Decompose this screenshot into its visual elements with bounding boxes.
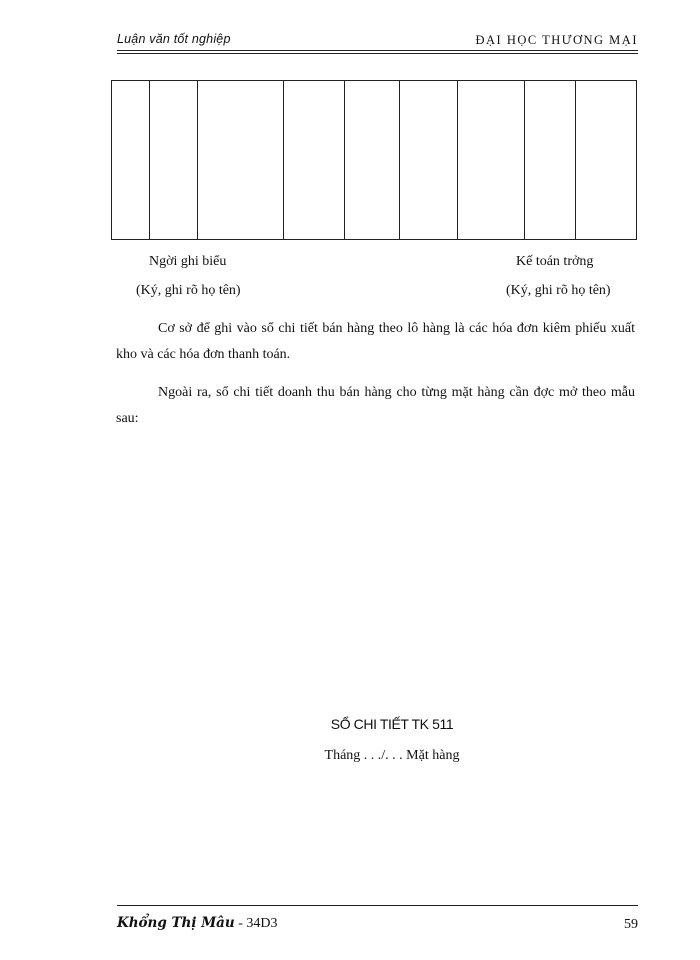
footer-divider [117, 905, 638, 906]
footer-class-code: - 34D3 [234, 916, 278, 931]
table-cell [150, 81, 198, 240]
ledger-table [111, 80, 637, 240]
header-divider [117, 50, 638, 51]
table-cell [458, 81, 525, 240]
ledger-section-title: SỔ CHI TIẾT TK 511 [330, 716, 454, 732]
table-cell [576, 81, 637, 240]
signature-accountant-note: (Ký, ghi rõ họ tên) [506, 283, 611, 298]
ledger-section-subtitle: Tháng . . ./. . . Mặt hàng [324, 748, 460, 763]
header-divider-secondary [117, 53, 638, 54]
header-thesis-label: Luận văn tốt nghiệp [117, 32, 231, 46]
table-cell [525, 81, 576, 240]
footer-author-line [117, 915, 277, 932]
signature-accountant-title: Kế toán trởng [516, 254, 594, 269]
header-university-label: ĐẠI HỌC THƯƠNG MẠI [475, 33, 638, 47]
body-paragraph-1: Cơ sở để ghi vào sổ chi tiết bán hàng theo lô hàng là các hóa đơn kiêm phiếu xuất kho và các hóa đơn thanh toán. [116, 321, 635, 362]
body-paragraph-2: Ngoài ra, sổ chi tiết doanh thu bán hàng cho từng mặt hàng cần đợc mở theo mẫu sau: [116, 385, 635, 426]
table-cell [400, 81, 458, 240]
table-cell [198, 81, 284, 240]
table-cell [112, 81, 150, 240]
footer-author-name: Khổng Thị Mâu [117, 915, 235, 931]
signature-recorder-note: (Ký, ghi rõ họ tên) [136, 283, 241, 298]
signature-recorder-title: Ngời ghi biểu [149, 254, 227, 269]
table-cell [284, 81, 345, 240]
table-row [112, 81, 637, 240]
page-number: 59 [624, 917, 638, 932]
table-cell [345, 81, 400, 240]
